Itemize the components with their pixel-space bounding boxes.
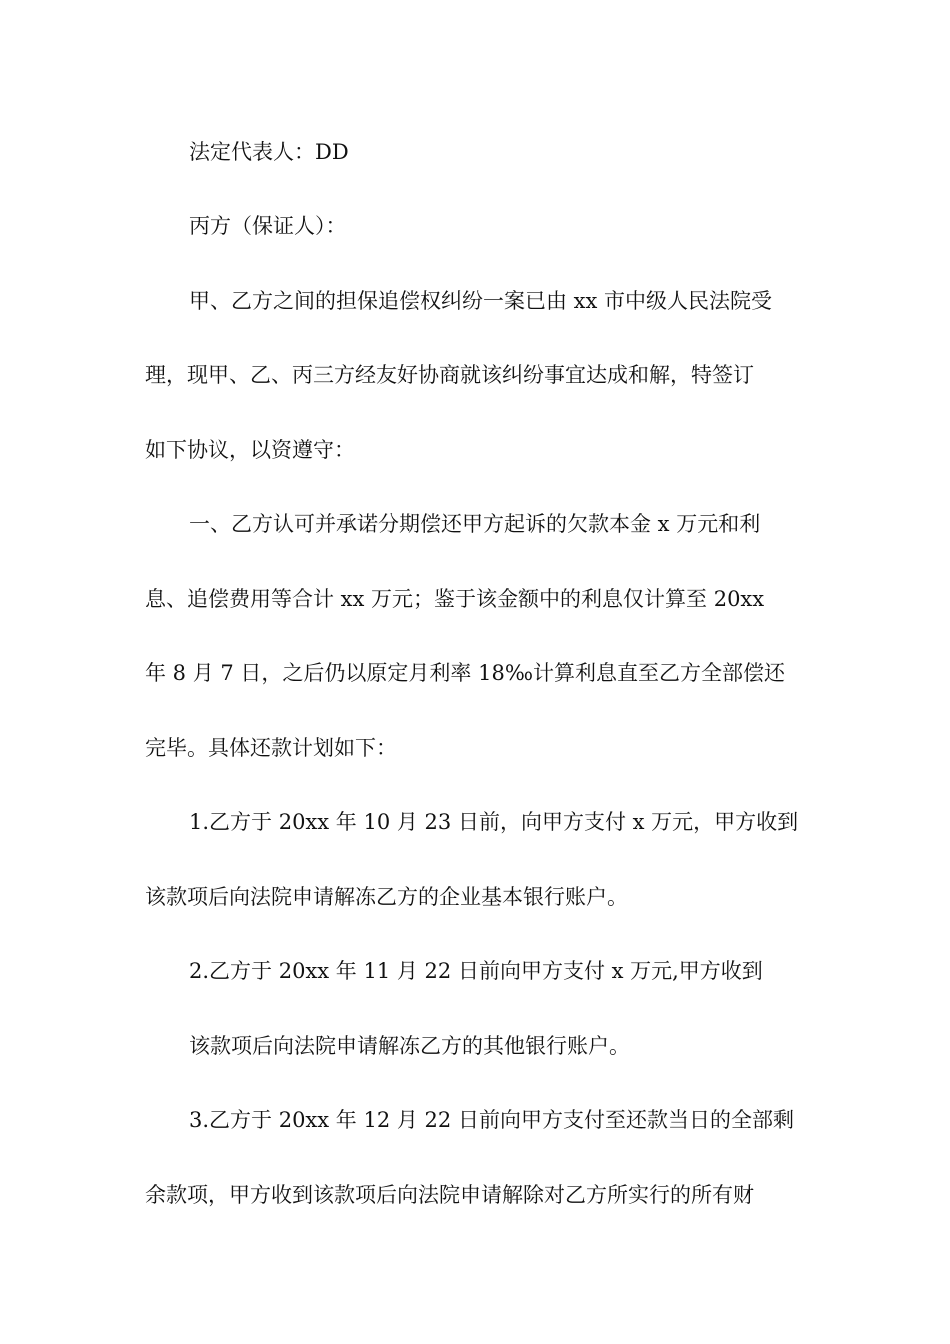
paragraph-line: 该款项后向法院申请解冻乙方的企业基本银行账户。 bbox=[145, 885, 628, 909]
party-c-guarantor-line: 丙方（保证人）： bbox=[189, 214, 347, 238]
paragraph-line: 甲、乙方之间的担保追偿权纠纷一案已由 xx 市中级人民法院受 bbox=[189, 289, 773, 313]
paragraph-line: 该款项后向法院申请解冻乙方的其他银行账户。 bbox=[189, 1034, 630, 1058]
paragraph-line: 年 8 月 7 日，之后仍以原定月利率 18‰计算利息直至乙方全部偿还 bbox=[145, 661, 785, 685]
paragraph-line: 息、追偿费用等合计 xx 万元；鉴于该金额中的利息仅计算至 20xx bbox=[145, 587, 765, 611]
paragraph-line: 余款项，甲方收到该款项后向法院申请解除对乙方所实行的所有财 bbox=[145, 1183, 754, 1207]
paragraph-line: 如下协议，以资遵守： bbox=[145, 438, 355, 462]
clause-one-line: 一、乙方认可并承诺分期偿还甲方起诉的欠款本金 x 万元和利 bbox=[189, 512, 761, 536]
clause-item-2-line: 2.乙方于 20xx 年 11 月 22 日前向甲方支付 x 万元,甲方收到 bbox=[189, 959, 763, 983]
clause-item-1-line: 1.乙方于 20xx 年 10 月 23 日前，向甲方支付 x 万元，甲方收到 bbox=[189, 810, 799, 834]
paragraph-line: 完毕。具体还款计划如下： bbox=[145, 736, 397, 760]
legal-representative-line: 法定代表人：DD bbox=[189, 140, 349, 164]
paragraph-line: 理，现甲、乙、丙三方经友好协商就该纠纷事宜达成和解，特签订 bbox=[145, 363, 754, 387]
clause-item-3-line: 3.乙方于 20xx 年 12 月 22 日前向甲方支付至还款当日的全部剩 bbox=[189, 1108, 794, 1132]
